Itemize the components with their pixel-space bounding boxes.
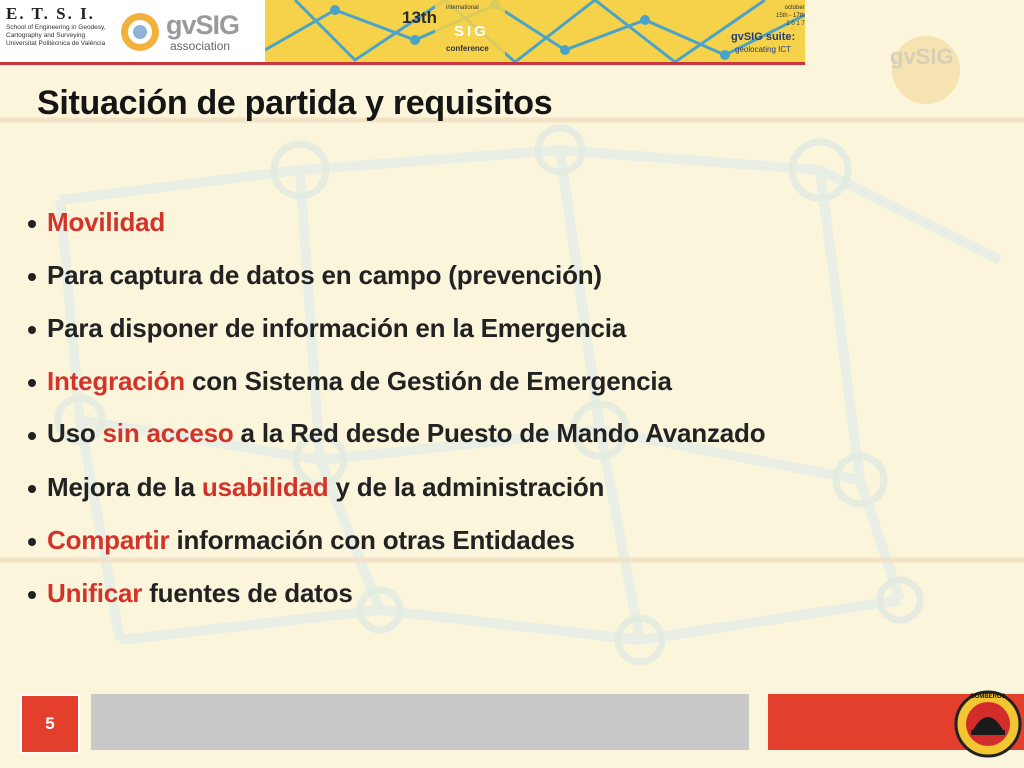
bullet-text: con Sistema de Gestión de Emergencia — [184, 366, 672, 396]
gvsig-corner-logo — [880, 28, 972, 108]
highlighted-text: usabilidad — [201, 472, 329, 502]
etsi-title: E. T. S. I. — [6, 4, 95, 23]
etsi-subtitle-line: Universitat Politècnica de València — [6, 40, 106, 47]
conference-suite: gvSIG suite: — [731, 31, 796, 43]
bullet-text: a la Red desde Puesto de Mando Avanzado — [233, 418, 766, 448]
footer-gray-bar — [91, 694, 749, 750]
corner-logo-text: gvSIG — [890, 44, 954, 69]
conference-month: october — [784, 5, 805, 11]
etsi-logo — [6, 4, 110, 48]
list-item — [28, 417, 908, 449]
gvsig-globe-icon — [118, 10, 162, 54]
list-item — [28, 470, 908, 504]
list-item — [28, 258, 908, 292]
page-number: 5 — [20, 694, 80, 754]
bullet-text: Para captura de datos en campo (prevención) — [47, 260, 602, 290]
list-item — [28, 523, 908, 557]
slide-title: Situación de partida y requisitos — [37, 84, 553, 122]
conference-date — [776, 4, 805, 28]
list-item — [28, 205, 908, 239]
list-item — [28, 311, 908, 345]
conference-banner — [265, 0, 805, 62]
association-word: association — [170, 39, 231, 53]
bullet-text: y de la administración — [328, 472, 605, 502]
conference-network-graphic — [265, 0, 805, 62]
bullet-text: Mejora de la — [47, 472, 202, 502]
list-item — [28, 576, 908, 610]
conference-international: international — [446, 5, 479, 11]
bullet-dot-icon — [28, 220, 36, 228]
conference-year: 2 0 1 7 — [786, 21, 805, 27]
association-name: gvSIG — [166, 10, 240, 40]
bullet-dot-icon — [28, 538, 36, 546]
highlighted-text: sin acceso — [102, 418, 234, 448]
bullet-dot-icon — [28, 432, 36, 440]
conference-number: 13th — [402, 8, 437, 27]
etsi-subtitle-line: School of Engineering in Geodesy, — [6, 24, 106, 31]
conference-tagline: geolocating ICT — [735, 45, 792, 54]
conference-days: 15th - 17th — [776, 13, 805, 19]
bullet-dot-icon — [28, 591, 36, 599]
list-item — [28, 364, 908, 398]
highlighted-text: Unificar — [47, 578, 143, 608]
header-banner — [0, 0, 805, 65]
conference-word: conference — [446, 44, 489, 53]
requirements-list — [28, 205, 908, 629]
bullet-dot-icon — [28, 273, 36, 281]
bullet-dot-icon — [28, 485, 36, 493]
bullet-text: información con otras Entidades — [169, 525, 575, 555]
bullet-text: fuentes de datos — [142, 578, 353, 608]
conference-sig: SIG — [454, 23, 489, 40]
highlighted-text: Movilidad — [47, 207, 166, 237]
etsi-subtitle-line: Cartography and Surveying — [6, 32, 86, 39]
firefighters-badge-icon — [953, 686, 1023, 762]
badge-text: BOMBEROS — [970, 694, 1006, 700]
bullet-text: Para disponer de información en la Emergencia — [47, 313, 627, 343]
bullet-dot-icon — [28, 326, 36, 334]
bullet-text: Uso — [47, 418, 103, 448]
highlighted-text: Integración — [47, 366, 185, 396]
highlighted-text: Compartir — [47, 525, 170, 555]
bullet-dot-icon — [28, 379, 36, 387]
gvsig-association-logo — [114, 8, 264, 56]
